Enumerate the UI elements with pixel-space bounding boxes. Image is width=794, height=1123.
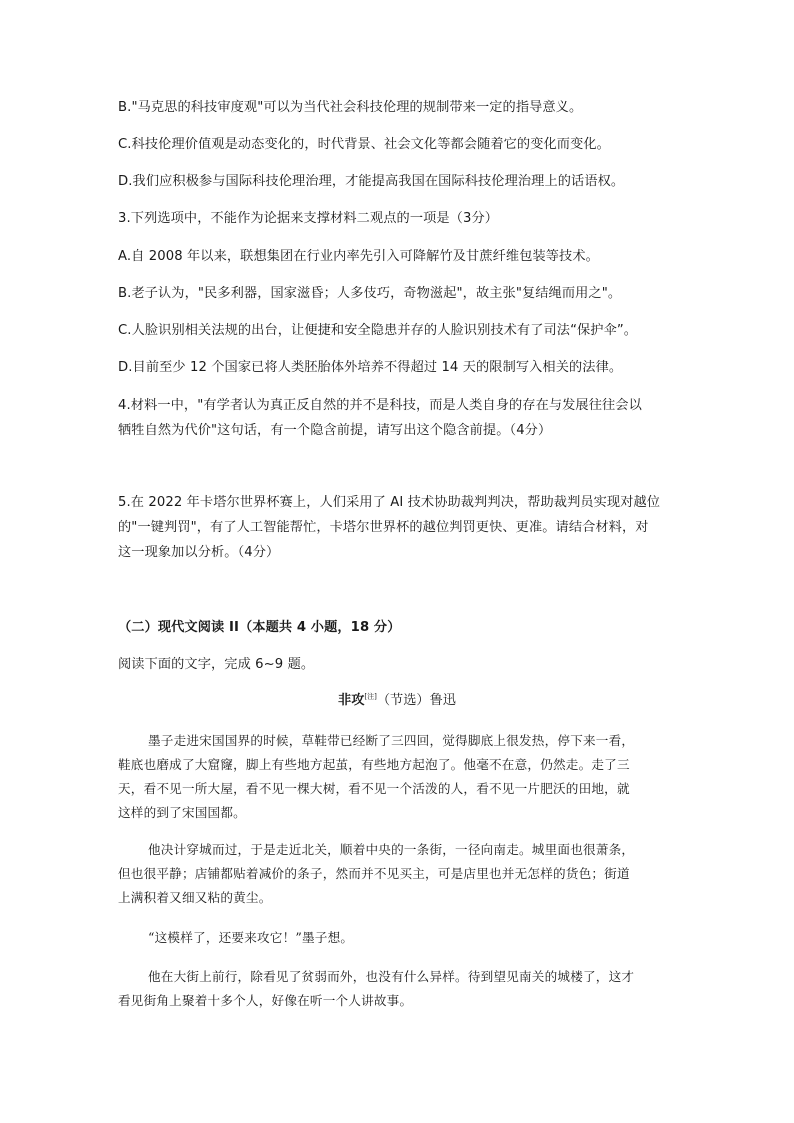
passage-title-rest: （节选）鲁迅 — [376, 693, 456, 708]
passage-p4-line-1: 他在大街上前行，除看见了贫弱而外，也没有什么异样。待到望见南关的城楼了，这才 — [148, 969, 635, 984]
q3-option-b: B.老子认为，"民多利器，国家滋昏；人多伎巧，奇物滋起"，故主张"复结绳而用之"。 — [118, 286, 622, 301]
option-d-line: D.我们应积极参与国际科技伦理治理，才能提高我国在国际科技伦理治理上的话语权。 — [118, 174, 625, 189]
passage-p2-line-2: 但也很平静；店铺都贴着减价的条子，然而并不见买主，可是店里也并无怎样的货色；街道 — [118, 866, 630, 881]
option-c-line: C.科技伦理价值观是动态变化的，时代背景、社会文化等都会随着它的变化而变化。 — [118, 137, 610, 152]
q3-option-d: D.目前至少 12 个国家已将人类胚胎体外培养不得超过 14 天的限制写入相关的法律。 — [118, 360, 623, 375]
question-3: 3.下列选项中，不能作为论据来支撑材料二观点的一项是（3分） — [118, 211, 499, 226]
question-5-line-1: 5.在 2022 年卡塔尔世界杯赛上，人们采用了 AI 技术协助裁判判决，帮助裁判员实现对越位 — [118, 495, 661, 510]
section-heading: （二）现代文阅读 II（本题共 4 小题，18 分） — [118, 620, 401, 635]
question-4-line-2: 牺牲自然为代价"这句话，有一个隐含前提，请写出这个隐含前提。（4分） — [118, 423, 552, 438]
question-5-line-2: 的"一键判罚"，有了人工智能帮忙，卡塔尔世界杯的越位判罚更快、更准。请结合材料，对 — [118, 520, 649, 535]
q3-option-a: A.自 2008 年以来，联想集团在行业内率先引入可降解竹及甘蔗纤维包装等技术。 — [118, 249, 599, 264]
passage-title-main: 非攻 — [338, 693, 365, 708]
passage-p1-line-3: 天，看不见一所大屋，看不见一棵大树，看不见一个活泼的人，看不见一片肥沃的田地，就 — [118, 781, 630, 796]
title-note-marker: [注] — [364, 692, 377, 701]
passage-title — [0, 691, 794, 710]
passage-p4-line-2: 看见街角上聚着十多个人，好像在听一个人讲故事。 — [118, 993, 413, 1008]
passage-p1-line-2: 鞋底也磨成了大窟窿，脚上有些地方起茧，有些地方起泡了。他毫不在意，仍然走。走了三 — [118, 757, 630, 772]
passage-p1-line-4: 这样的到了宋国国都。 — [118, 805, 246, 820]
passage-p1-line-1: 墨子走进宋国国界的时候，草鞋带已经断了三四回，觉得脚底上很发热，停下来一看， — [148, 733, 635, 748]
option-b-line: B."马克思的科技审度观"可以为当代社会科技伦理的规制带来一定的指导意义。 — [118, 100, 583, 115]
reading-instruction: 阅读下面的文字，完成 6~9 题。 — [118, 657, 315, 672]
passage-p2-line-1: 他决计穿城而过，于是走近北关，顺着中央的一条街，一径向南走。城里面也很萧条， — [148, 842, 635, 857]
passage-p2-line-3: 上满积着又细又粘的黄尘。 — [118, 890, 272, 905]
passage-p3: “这模样了，还要来攻它！”墨子想。 — [148, 930, 354, 945]
question-4-line-1: 4.材料一中，"有学者认为真正反自然的并不是科技，而是人类自身的存在与发展往往会以 — [118, 398, 642, 413]
question-5-line-3: 这一现象加以分析。（4分） — [118, 545, 280, 560]
q3-option-c: C.人脸识别相关法规的出台，让便捷和安全隐患并存的人脸识别技术有了司法“保护伞”。 — [118, 323, 638, 338]
